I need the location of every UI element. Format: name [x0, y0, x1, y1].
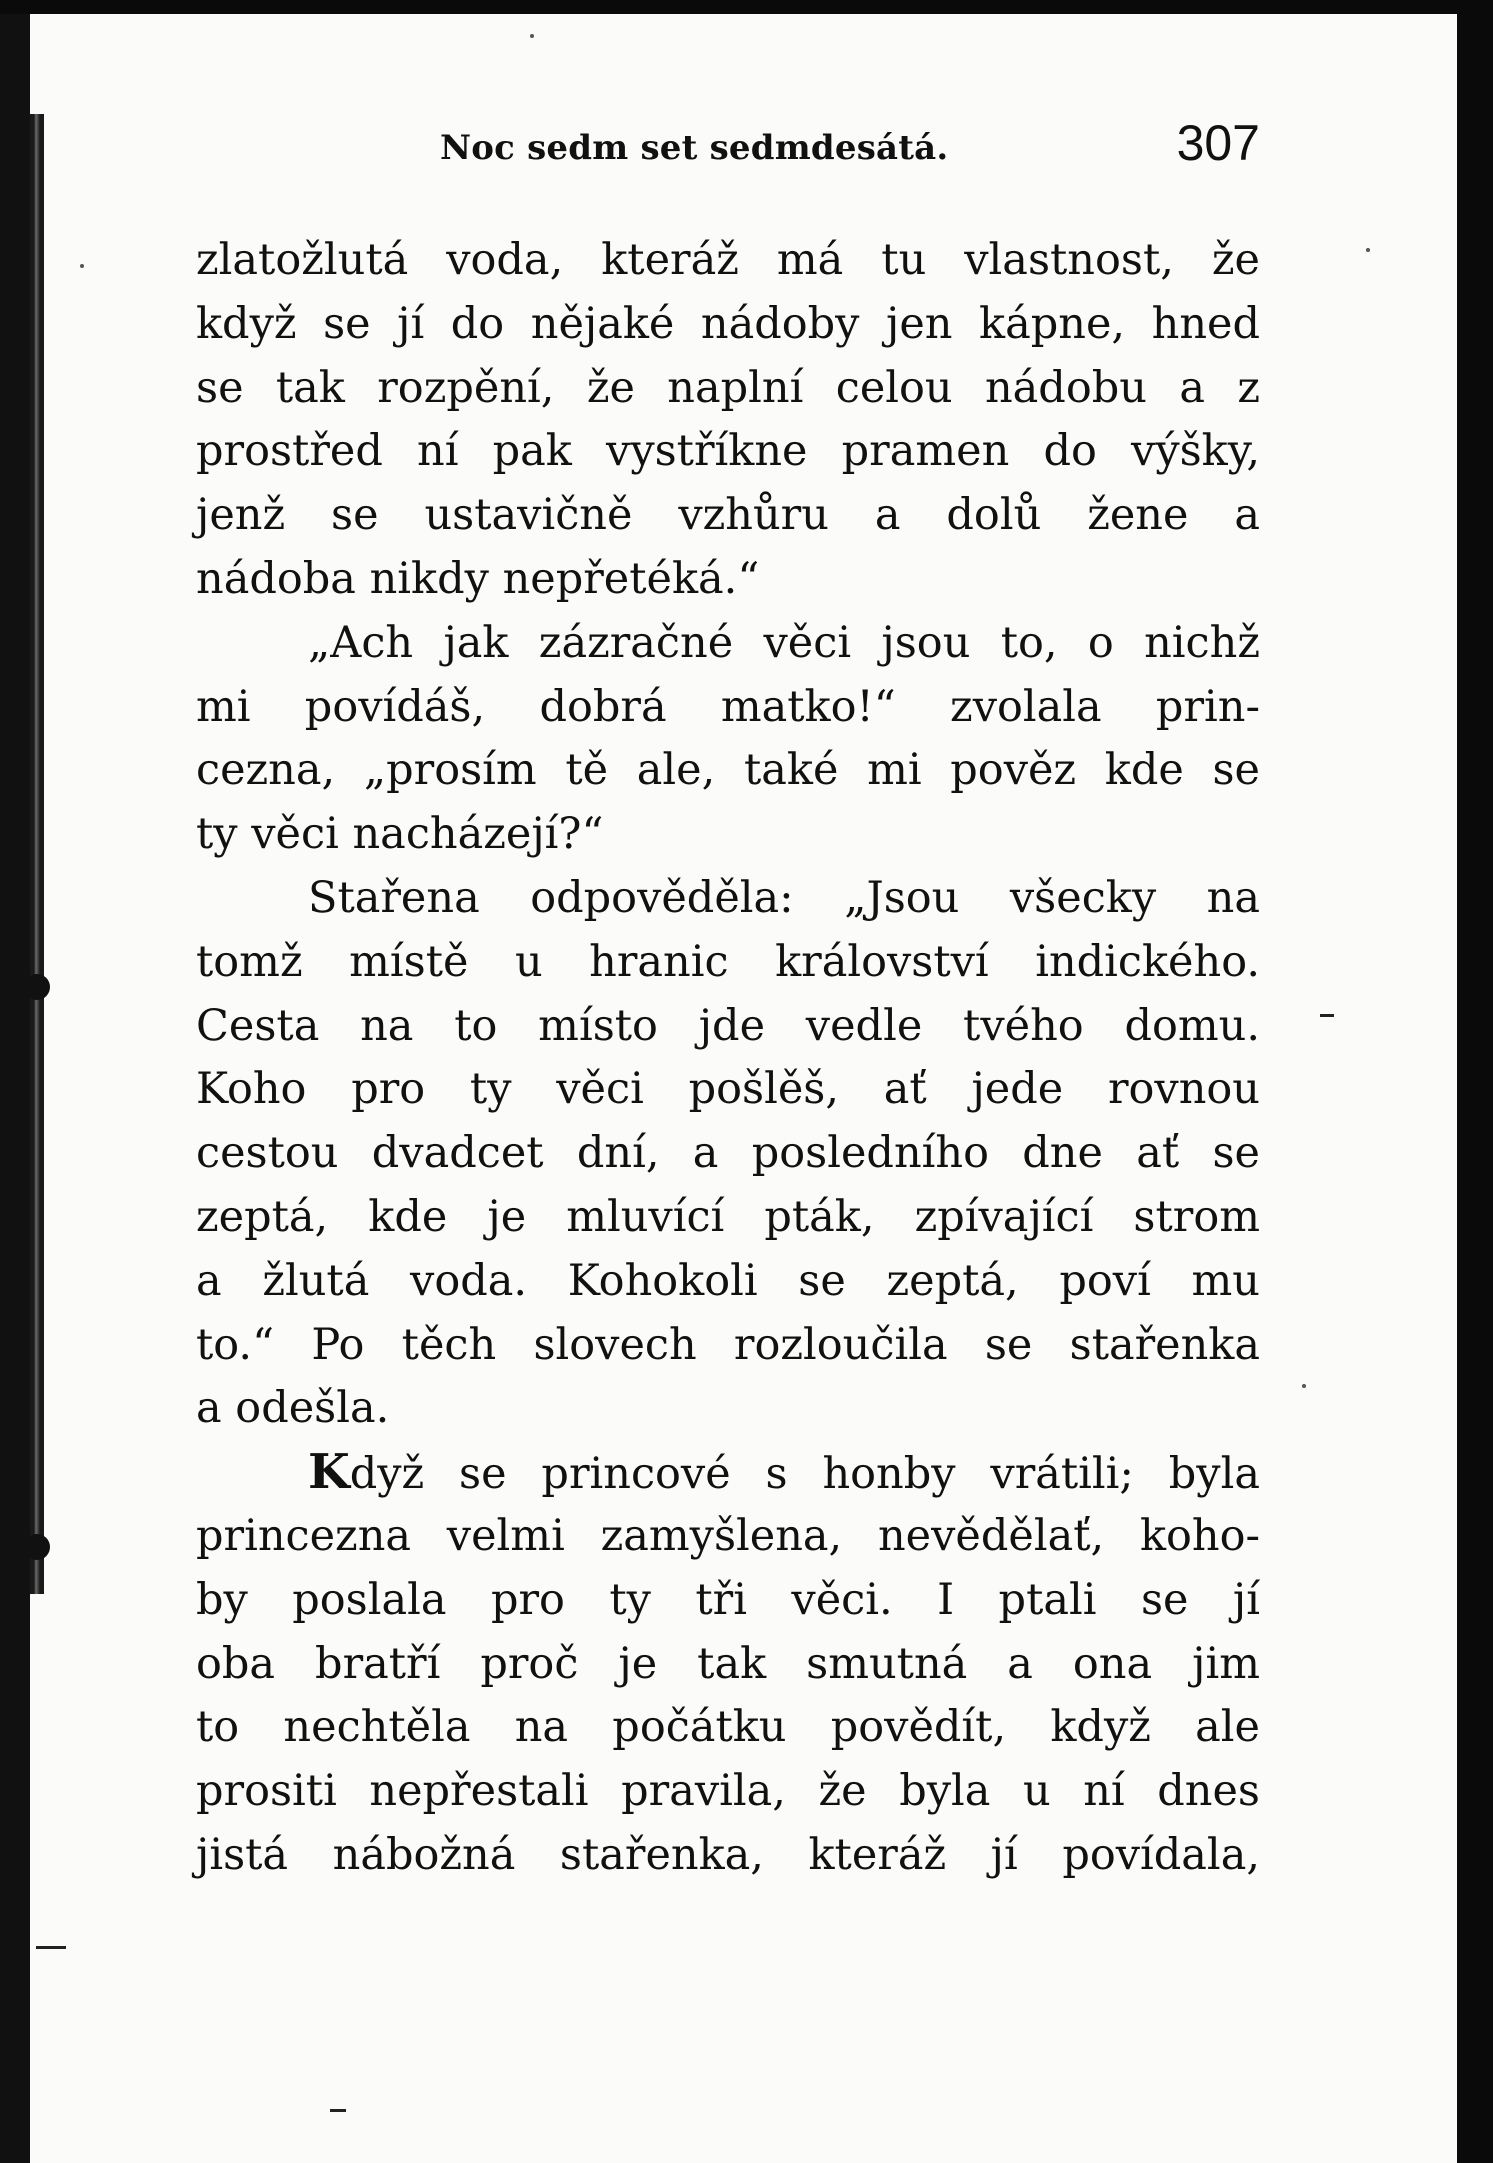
scan-artifact: [330, 2109, 346, 2112]
page-number: 307: [1176, 115, 1260, 171]
text-line: dyž se princové s honby vrátili; byla: [349, 1449, 1260, 1500]
scan-artifact: [80, 264, 84, 268]
text-line: Koho pro ty věci pošlěš, ať jede rovnou: [196, 1064, 1260, 1115]
text-line: ty věci nacházejí?“: [196, 809, 604, 860]
scan-artifact: [530, 34, 534, 38]
text-line: a odešla.: [196, 1383, 390, 1434]
text-line: „Ach jak zázračné věci jsou to, o nichž: [308, 617, 1260, 668]
text-line: cezna, „prosím tě ale, také mi pověz kde se: [196, 745, 1260, 796]
text-line: princezna velmi zamyšlena, nevědělať, koho-: [196, 1510, 1260, 1561]
text-line-with-dropcap: [196, 1441, 1260, 1505]
scan-artifact: [1320, 1014, 1334, 1017]
text-line: jenž se ustavičně vzhůru a dolů žene a: [196, 490, 1260, 541]
text-line: tomž místě u hranic království indického.: [196, 936, 1260, 987]
text-line: to nechtěla na počátku povědít, když ale: [196, 1702, 1260, 1753]
text-line: a žlutá voda. Kohokoli se zeptá, poví mu: [196, 1255, 1260, 1306]
book-page: [30, 14, 1457, 2163]
scan-border-right: [1457, 0, 1493, 2163]
text-line: zeptá, kde je mluvící pták, zpívající strom: [196, 1191, 1260, 1242]
text-line: Stařena odpověděla: „Jsou všecky na: [308, 872, 1260, 923]
scan-artifact: [1366, 248, 1370, 252]
scan-artifact: [1302, 1384, 1306, 1388]
text-line: nádoba nikdy nepřetéká.“: [196, 553, 760, 604]
paragraph: [196, 612, 1260, 867]
text-line: se tak rozpění, že naplní celou nádobu a z: [196, 362, 1260, 413]
drop-cap: K: [308, 1444, 350, 1501]
text-line: Cesta na to místo jde vedle tvého domu.: [196, 1000, 1260, 1051]
book-binding-edge: [30, 114, 44, 1594]
scan-artifact: [36, 1946, 66, 1949]
text-line: mi povídáš, dobrá matko!“ zvolala prin-: [196, 681, 1260, 732]
text-line: když se jí do nějaké nádoby jen kápne, hned: [196, 298, 1260, 349]
text-line: oba bratří proč je tak smutná a ona jim: [196, 1638, 1260, 1689]
page-header: [440, 114, 1260, 184]
body-text: [196, 229, 1260, 1888]
running-title: Noc sedm set sedmdesátá.: [440, 128, 949, 168]
text-line: by poslala pro ty tři věci. I ptali se jí: [196, 1574, 1260, 1625]
binding-mark: [19, 969, 56, 1006]
binding-mark: [19, 1529, 56, 1566]
paragraph: [196, 1441, 1260, 1888]
text-line: prositi nepřestali pravila, že byla u ní dnes: [196, 1766, 1260, 1817]
text-line: to.“ Po těch slovech rozloučila se stařenka: [196, 1319, 1260, 1370]
paragraph: [196, 229, 1260, 612]
text-line: prostřed ní pak vystříkne pramen do výšky,: [196, 426, 1260, 477]
text-line: jistá nábožná stařenka, kteráž jí povídala,: [196, 1829, 1260, 1880]
text-line: cestou dvadcet dní, a posledního dne ať se: [196, 1128, 1260, 1179]
scan-border-top: [0, 0, 1493, 14]
text-line: zlatožlutá voda, kteráž má tu vlastnost, že: [196, 235, 1260, 285]
paragraph: [196, 867, 1260, 1441]
